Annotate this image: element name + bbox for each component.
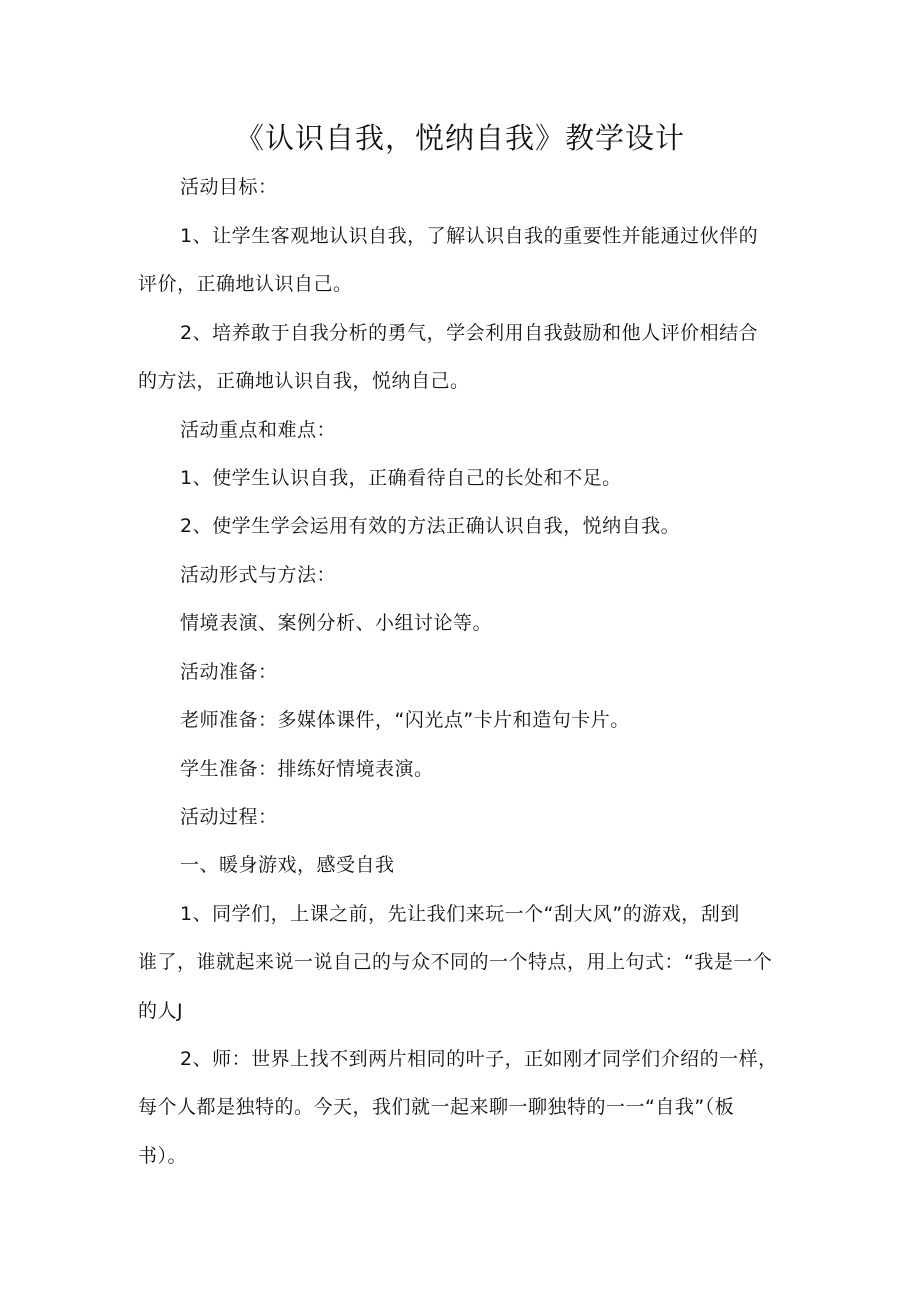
heading-process: 活动过程：: [180, 806, 278, 828]
heading-preparation: 活动准备：: [180, 661, 278, 683]
teacher-preparation: 老师准备：多媒体课件，“闪光点”卡片和造句卡片。: [180, 709, 630, 731]
objective-2-line-2: 的方法，正确地认识自我，悦纳自己。: [138, 370, 470, 392]
objective-1-line-2: 评价，正确地认识自己。: [138, 273, 353, 295]
process-step-1-line-2: 谁了，谁就起来说一说自己的与众不同的一个特点，用上句式：“我是一个: [138, 951, 773, 973]
document-title: 《认识自我，悦纳自我》教学设计: [234, 121, 685, 155]
process-section-1-heading: 一、暖身游戏，感受自我: [180, 854, 395, 876]
process-step-1-line-1: 1、同学们，上课之前，先让我们来玩一个“刮大风”的游戏，刮到: [180, 903, 740, 925]
methods-text: 情境表演、案例分析、小组讨论等。: [180, 612, 493, 634]
process-step-1-line-3: 的人J: [138, 1000, 184, 1022]
objective-2-line-1: 2、培养敢于自我分析的勇气，学会利用自我鼓励和他人评价相结合: [180, 322, 759, 344]
process-step-2-line-1: 2、师：世界上找不到两片相同的叶子，正如刚才同学们介绍的一样，: [180, 1048, 778, 1070]
heading-key-points: 活动重点和难点：: [180, 419, 337, 441]
heading-objectives: 活动目标：: [180, 176, 278, 198]
heading-methods: 活动形式与方法：: [180, 564, 337, 586]
key-point-1: 1、使学生认识自我，正确看待自己的长处和不足。: [180, 467, 622, 489]
process-step-2-line-2: 每个人都是独特的。今天，我们就一起来聊一聊独特的一一“自我”（板: [138, 1096, 735, 1118]
process-step-2-line-3: 书）。: [138, 1145, 188, 1167]
key-point-2: 2、使学生学会运用有效的方法正确认识自我，悦纳自我。: [180, 515, 681, 537]
objective-1-line-1: 1、让学生客观地认识自我，了解认识自我的重要性并能通过伙伴的: [180, 225, 759, 247]
student-preparation: 学生准备：排练好情境表演。: [180, 758, 434, 780]
